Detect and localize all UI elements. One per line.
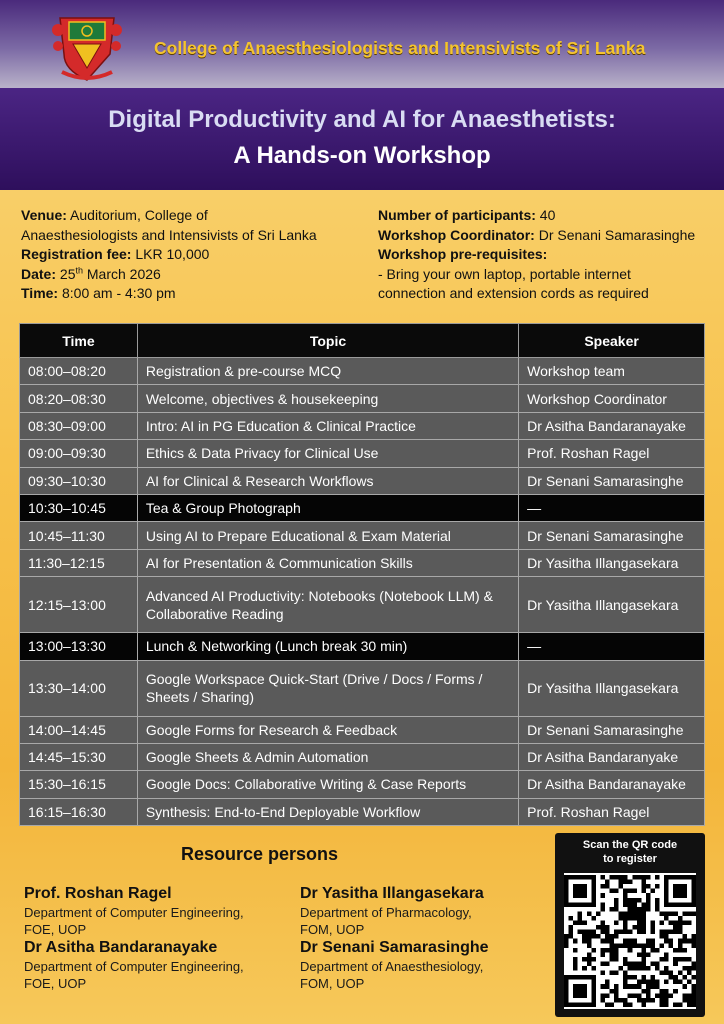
table-row <box>20 771 705 798</box>
date-suffix: th <box>75 264 83 275</box>
row-topic: Lunch & Networking (Lunch break 30 min) <box>137 633 518 660</box>
row-time: 09:00–09:30 <box>20 440 138 467</box>
row-time: 08:30–09:00 <box>20 412 138 439</box>
row-topic: Google Forms for Research & Feedback <box>137 716 518 743</box>
venue-line-2: Anaesthesiologists and Intensivists of Sri Lanka <box>21 226 317 243</box>
info-left <box>21 206 361 304</box>
person-dept: Department of Computer Engineering, <box>24 959 244 974</box>
row-topic: Synthesis: End-to-End Deployable Workflow <box>137 798 518 825</box>
coordinator-line <box>378 226 718 246</box>
workshop-title-line1: Digital Productivity and AI for Anaesthetists: <box>108 106 616 133</box>
person-inst: FOM, UOP <box>300 976 365 991</box>
row-speaker: Dr Senani Samarasinghe <box>519 716 705 743</box>
fee-line <box>21 245 361 265</box>
venue-value: Auditorium, College of <box>70 207 208 223</box>
person-inst: FOE, UOP <box>24 976 87 991</box>
row-topic: Google Workspace Quick-Start (Drive / Docs / Forms / Sheets / Sharing) <box>137 660 518 716</box>
person-inst: FOE, UOP <box>24 922 87 937</box>
qr-code-icon[interactable] <box>564 873 696 1009</box>
person-name: Dr Asitha Bandaranayake <box>24 939 218 956</box>
row-topic: AI for Clinical & Research Workflows <box>137 467 518 494</box>
title-band <box>0 88 724 190</box>
qr-caption-line1: Scan the QR code <box>582 839 678 851</box>
person-name: Dr Senani Samarasinghe <box>300 939 489 956</box>
prereq-label-line <box>378 245 718 265</box>
fee-label: Registration fee: <box>21 246 132 262</box>
table-row <box>20 577 705 633</box>
row-topic: Intro: AI in PG Education & Clinical Practice <box>137 412 518 439</box>
table-row <box>20 798 705 825</box>
table-row <box>20 549 705 576</box>
row-topic: Welcome, objectives & housekeeping <box>137 385 518 412</box>
college-crest-icon <box>50 10 124 82</box>
qr-register-box[interactable] <box>555 833 705 1017</box>
date-label: Date: <box>21 265 57 282</box>
row-time: 11:30–12:15 <box>20 549 138 576</box>
prereq-line-1: - Bring your own laptop, portable internet <box>378 265 631 282</box>
time-label: Time: <box>21 285 59 301</box>
row-time: 15:30–16:15 <box>20 771 138 798</box>
header-topic: Topic <box>137 324 518 358</box>
qr-caption-line2: to register <box>603 853 657 865</box>
table-row <box>20 633 705 660</box>
resource-persons-title: Resource persons <box>181 844 339 864</box>
row-speaker: Prof. Roshan Ragel <box>519 440 705 467</box>
schedule-header-row <box>20 324 705 358</box>
qr-caption <box>555 838 705 866</box>
table-row <box>20 440 705 467</box>
person-name: Prof. Roshan Ragel <box>24 885 172 902</box>
person-name: Dr Yasitha Illangasekara <box>300 885 484 902</box>
row-speaker: Workshop team <box>519 358 705 385</box>
schedule-table <box>19 323 705 826</box>
person-dept: Department of Pharmacology, <box>300 905 472 920</box>
row-time: 13:30–14:00 <box>20 660 138 716</box>
table-row <box>20 358 705 385</box>
resource-person-2 <box>24 938 294 992</box>
row-time: 08:20–08:30 <box>20 385 138 412</box>
row-speaker: Dr Asitha Bandaranayake <box>519 771 705 798</box>
prereq-label: Workshop pre-requisites: <box>378 246 548 262</box>
resource-person-4 <box>300 938 550 992</box>
row-time: 12:15–13:00 <box>20 577 138 633</box>
date-line <box>21 265 361 285</box>
row-time: 10:45–11:30 <box>20 522 138 549</box>
date-day: 25 <box>59 265 76 282</box>
row-topic: Advanced AI Productivity: Notebooks (Notebook LLM) & Collaborative Reading <box>137 577 518 633</box>
row-speaker: Dr Senani Samarasinghe <box>519 467 705 494</box>
row-time: 10:30–10:45 <box>20 494 138 521</box>
row-topic: AI for Presentation & Communication Skills <box>137 549 518 576</box>
row-topic: Ethics & Data Privacy for Clinical Use <box>137 440 518 467</box>
header-speaker: Speaker <box>519 324 705 358</box>
participants-value: 40 <box>539 207 556 223</box>
row-topic: Tea & Group Photograph <box>137 494 518 521</box>
info-right <box>378 206 718 304</box>
table-row <box>20 412 705 439</box>
coordinator-label: Workshop Coordinator: <box>378 226 535 243</box>
workshop-title-line2: A Hands-on Workshop <box>233 142 491 169</box>
header-band <box>0 0 724 88</box>
row-time: 14:00–14:45 <box>20 716 138 743</box>
row-topic: Registration & pre-course MCQ <box>137 358 518 385</box>
row-speaker: Dr Asitha Bandaranayake <box>519 412 705 439</box>
fee-value: LKR 10,000 <box>135 246 210 262</box>
participants-label: Number of participants: <box>378 207 536 223</box>
row-speaker: Dr Yasitha Illangasekara <box>519 577 705 633</box>
row-time: 16:15–16:30 <box>20 798 138 825</box>
row-topic: Google Docs: Collaborative Writing & Case Reports <box>137 771 518 798</box>
table-row <box>20 716 705 743</box>
table-row <box>20 522 705 549</box>
row-speaker: Prof. Roshan Ragel <box>519 798 705 825</box>
table-row <box>20 660 705 716</box>
venue-label: Venue: <box>21 207 67 223</box>
header-time: Time <box>20 324 138 358</box>
time-value: 8:00 am - 4:30 pm <box>61 285 176 301</box>
resource-person-1 <box>24 884 294 938</box>
row-topic: Using AI to Prepare Educational & Exam Material <box>137 522 518 549</box>
row-time: 14:45–15:30 <box>20 743 138 770</box>
row-speaker: Dr Senani Samarasinghe <box>519 522 705 549</box>
row-time: 08:00–08:20 <box>20 358 138 385</box>
schedule-body <box>20 358 705 826</box>
table-row <box>20 385 705 412</box>
date-rest: March 2026 <box>86 265 161 282</box>
person-dept: Department of Anaesthesiology, <box>300 959 484 974</box>
row-time: 13:00–13:30 <box>20 633 138 660</box>
table-row <box>20 467 705 494</box>
row-speaker: — <box>519 633 705 660</box>
row-speaker: Dr Yasitha Illangasekara <box>519 549 705 576</box>
resource-person-3 <box>300 884 550 938</box>
college-name: College of Anaesthesiologists and Intensivists of Sri Lanka <box>154 38 646 58</box>
row-speaker: Dr Asitha Bandaranyake <box>519 743 705 770</box>
participants-line <box>378 206 718 226</box>
venue-line <box>21 206 361 226</box>
row-time: 09:30–10:30 <box>20 467 138 494</box>
table-row <box>20 494 705 521</box>
row-speaker: Workshop Coordinator <box>519 385 705 412</box>
person-dept: Department of Computer Engineering, <box>24 905 244 920</box>
time-line <box>21 284 361 304</box>
row-topic: Google Sheets & Admin Automation <box>137 743 518 770</box>
row-speaker: Dr Yasitha Illangasekara <box>519 660 705 716</box>
coordinator-value: Dr Senani Samarasinghe <box>538 226 696 243</box>
prereq-line-2: connection and extension cords as required <box>378 285 649 301</box>
person-inst: FOM, UOP <box>300 922 365 937</box>
table-row <box>20 743 705 770</box>
row-speaker: — <box>519 494 705 521</box>
